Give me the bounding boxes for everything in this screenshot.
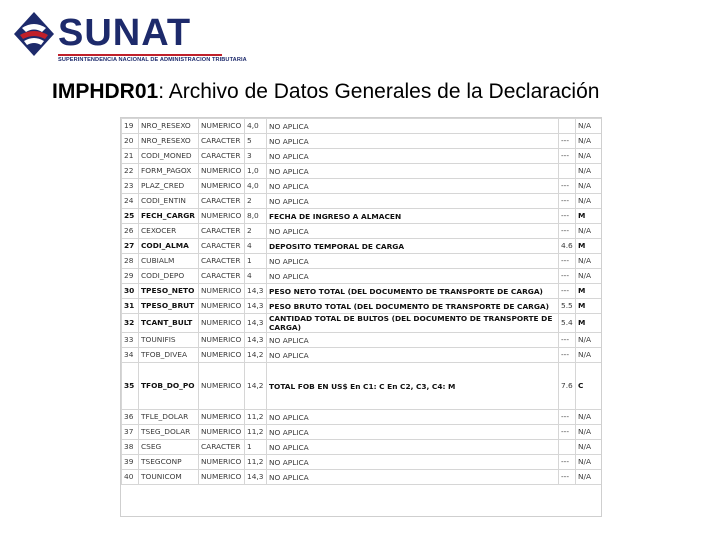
table-row [122, 194, 602, 209]
field-origin: 5.4 [559, 314, 576, 333]
field-type: NUMERICO [199, 455, 245, 470]
table-row [122, 164, 602, 179]
field-description: NO APLICA [267, 410, 559, 425]
field-type: CARACTER [199, 134, 245, 149]
field-length: 14,3 [245, 299, 267, 314]
row-number: 34 [122, 348, 139, 363]
field-requirement: N/A [576, 410, 602, 425]
field-description: PESO BRUTO TOTAL (DEL DOCUMENTO DE TRANSPORTE DE CARGA) [267, 299, 559, 314]
field-type: CARACTER [199, 224, 245, 239]
row-number: 20 [122, 134, 139, 149]
field-type: NUMERICO [199, 119, 245, 134]
field-length: 4,0 [245, 179, 267, 194]
field-description: NO APLICA [267, 254, 559, 269]
sunat-emblem-icon [12, 10, 56, 60]
field-origin: --- [559, 134, 576, 149]
row-number: 31 [122, 299, 139, 314]
field-type: NUMERICO [199, 179, 245, 194]
row-number: 21 [122, 149, 139, 164]
field-type: CARACTER [199, 269, 245, 284]
field-type: NUMERICO [199, 363, 245, 410]
field-requirement: N/A [576, 194, 602, 209]
field-name: CODI_ENTIN [139, 194, 199, 209]
table-row [122, 470, 602, 485]
field-origin: --- [559, 410, 576, 425]
row-number: 26 [122, 224, 139, 239]
table-row [122, 254, 602, 269]
field-type: NUMERICO [199, 410, 245, 425]
field-type: NUMERICO [199, 348, 245, 363]
row-number: 27 [122, 239, 139, 254]
field-requirement: M [576, 209, 602, 224]
field-name: TFLE_DOLAR [139, 410, 199, 425]
row-number: 35 [122, 363, 139, 410]
field-requirement: N/A [576, 470, 602, 485]
table-row [122, 410, 602, 425]
table-row [122, 440, 602, 455]
field-description: DEPOSITO TEMPORAL DE CARGA [267, 239, 559, 254]
field-type: NUMERICO [199, 314, 245, 333]
field-length: 4,0 [245, 119, 267, 134]
field-description: NO APLICA [267, 269, 559, 284]
field-requirement: N/A [576, 269, 602, 284]
field-type: CARACTER [199, 254, 245, 269]
field-origin: --- [559, 194, 576, 209]
table-row [122, 425, 602, 440]
field-length: 4 [245, 239, 267, 254]
field-name: CUBIALM [139, 254, 199, 269]
table-row [122, 149, 602, 164]
row-number: 36 [122, 410, 139, 425]
field-origin: --- [559, 455, 576, 470]
table-row [122, 179, 602, 194]
field-description: NO APLICA [267, 134, 559, 149]
field-origin: --- [559, 333, 576, 348]
field-length: 14,3 [245, 314, 267, 333]
table-row [122, 119, 602, 134]
field-length: 1,0 [245, 164, 267, 179]
field-origin: --- [559, 269, 576, 284]
field-requirement: M [576, 284, 602, 299]
field-type: NUMERICO [199, 284, 245, 299]
field-name: CSEG [139, 440, 199, 455]
field-length: 11,2 [245, 425, 267, 440]
field-origin [559, 440, 576, 455]
field-name: CODI_MONED [139, 149, 199, 164]
field-type: CARACTER [199, 239, 245, 254]
field-description: NO APLICA [267, 224, 559, 239]
field-type: NUMERICO [199, 299, 245, 314]
field-origin: 5.5 [559, 299, 576, 314]
table-row [122, 333, 602, 348]
field-length: 14,3 [245, 333, 267, 348]
row-number: 33 [122, 333, 139, 348]
field-description: NO APLICA [267, 440, 559, 455]
field-origin: --- [559, 224, 576, 239]
field-length: 14,3 [245, 284, 267, 299]
field-origin: --- [559, 179, 576, 194]
field-length: 2 [245, 224, 267, 239]
field-origin: --- [559, 348, 576, 363]
field-length: 4 [245, 269, 267, 284]
field-name: TOUNIFIS [139, 333, 199, 348]
field-requirement: N/A [576, 164, 602, 179]
field-length: 14,3 [245, 470, 267, 485]
field-requirement: N/A [576, 348, 602, 363]
logo-subtitle: SUPERINTENDENCIA NACIONAL DE ADMINISTRACION TRIBUTARIA [58, 54, 222, 63]
table-row [122, 269, 602, 284]
field-origin: --- [559, 425, 576, 440]
table-row [122, 299, 602, 314]
field-requirement: M [576, 239, 602, 254]
field-description: NO APLICA [267, 333, 559, 348]
field-description: NO APLICA [267, 348, 559, 363]
field-length: 14,2 [245, 363, 267, 410]
field-description: NO APLICA [267, 194, 559, 209]
field-description: TOTAL FOB EN US$ En C1: C En C2, C3, C4: M [267, 363, 559, 410]
field-origin [559, 164, 576, 179]
field-requirement: N/A [576, 254, 602, 269]
field-requirement: N/A [576, 119, 602, 134]
field-origin: --- [559, 254, 576, 269]
title-text: : Archivo de Datos Generales de la Declaración [158, 80, 600, 103]
field-type: NUMERICO [199, 209, 245, 224]
row-number: 32 [122, 314, 139, 333]
field-requirement: M [576, 314, 602, 333]
table-row [122, 455, 602, 470]
table-row [122, 134, 602, 149]
fields-table [121, 118, 602, 485]
field-requirement: N/A [576, 455, 602, 470]
field-origin: --- [559, 470, 576, 485]
field-name: PLAZ_CRED [139, 179, 199, 194]
field-requirement: N/A [576, 134, 602, 149]
field-length: 14,2 [245, 348, 267, 363]
field-origin: --- [559, 284, 576, 299]
row-number: 28 [122, 254, 139, 269]
field-name: TPESO_NETO [139, 284, 199, 299]
field-description: NO APLICA [267, 455, 559, 470]
field-requirement: M [576, 299, 602, 314]
field-type: CARACTER [199, 149, 245, 164]
field-description: NO APLICA [267, 149, 559, 164]
field-requirement: C [576, 363, 602, 410]
field-length: 3 [245, 149, 267, 164]
field-type: CARACTER [199, 440, 245, 455]
field-origin: --- [559, 149, 576, 164]
field-length: 11,2 [245, 410, 267, 425]
fields-table-image [120, 117, 602, 517]
row-number: 23 [122, 179, 139, 194]
field-name: TFOB_DO_PO [139, 363, 199, 410]
field-description: NO APLICA [267, 425, 559, 440]
field-name: TSEGCONP [139, 455, 199, 470]
sunat-logo [12, 10, 247, 63]
field-length: 2 [245, 194, 267, 209]
field-origin: 7.6 [559, 363, 576, 410]
field-name: FORM_PAGOX [139, 164, 199, 179]
table-row [122, 284, 602, 299]
field-requirement: N/A [576, 149, 602, 164]
row-number: 22 [122, 164, 139, 179]
field-name: NRO_RESEXO [139, 134, 199, 149]
table-row [122, 363, 602, 410]
fields-table-body [122, 119, 602, 485]
row-number: 19 [122, 119, 139, 134]
field-description: CANTIDAD TOTAL DE BULTOS (DEL DOCUMENTO DE TRANSPORTE DE CARGA) [267, 314, 559, 333]
field-requirement: N/A [576, 425, 602, 440]
field-origin: --- [559, 209, 576, 224]
field-length: 5 [245, 134, 267, 149]
field-description: PESO NETO TOTAL (DEL DOCUMENTO DE TRANSPORTE DE CARGA) [267, 284, 559, 299]
field-type: NUMERICO [199, 425, 245, 440]
row-number: 38 [122, 440, 139, 455]
field-requirement: N/A [576, 333, 602, 348]
page-title [52, 80, 599, 104]
field-type: NUMERICO [199, 333, 245, 348]
row-number: 29 [122, 269, 139, 284]
field-length: 11,2 [245, 455, 267, 470]
row-number: 30 [122, 284, 139, 299]
logo-wordmark: SUNAT [58, 12, 192, 54]
row-number: 25 [122, 209, 139, 224]
field-name: TPESO_BRUT [139, 299, 199, 314]
field-length: 8,0 [245, 209, 267, 224]
field-name: TCANT_BULT [139, 314, 199, 333]
field-name: NRO_RESEXO [139, 119, 199, 134]
table-row [122, 224, 602, 239]
table-row [122, 209, 602, 224]
field-type: NUMERICO [199, 164, 245, 179]
row-number: 37 [122, 425, 139, 440]
field-type: CARACTER [199, 194, 245, 209]
table-row [122, 239, 602, 254]
field-description: NO APLICA [267, 470, 559, 485]
field-name: TOUNICOM [139, 470, 199, 485]
row-number: 39 [122, 455, 139, 470]
table-row [122, 348, 602, 363]
field-origin [559, 119, 576, 134]
field-name: CEXOCER [139, 224, 199, 239]
table-row [122, 314, 602, 333]
field-requirement: N/A [576, 440, 602, 455]
field-description: NO APLICA [267, 164, 559, 179]
field-name: CODI_DEPO [139, 269, 199, 284]
row-number: 24 [122, 194, 139, 209]
field-description: FECHA DE INGRESO A ALMACEN [267, 209, 559, 224]
field-name: TFOB_DIVEA [139, 348, 199, 363]
field-length: 1 [245, 254, 267, 269]
field-origin: 4.6 [559, 239, 576, 254]
title-code: IMPHDR01 [52, 80, 159, 103]
row-number: 40 [122, 470, 139, 485]
field-length: 1 [245, 440, 267, 455]
field-type: NUMERICO [199, 470, 245, 485]
field-name: TSEG_DOLAR [139, 425, 199, 440]
field-description: NO APLICA [267, 179, 559, 194]
field-name: CODI_ALMA [139, 239, 199, 254]
field-requirement: N/A [576, 179, 602, 194]
field-description: NO APLICA [267, 119, 559, 134]
field-name: FECH_CARGR [139, 209, 199, 224]
field-requirement: N/A [576, 224, 602, 239]
